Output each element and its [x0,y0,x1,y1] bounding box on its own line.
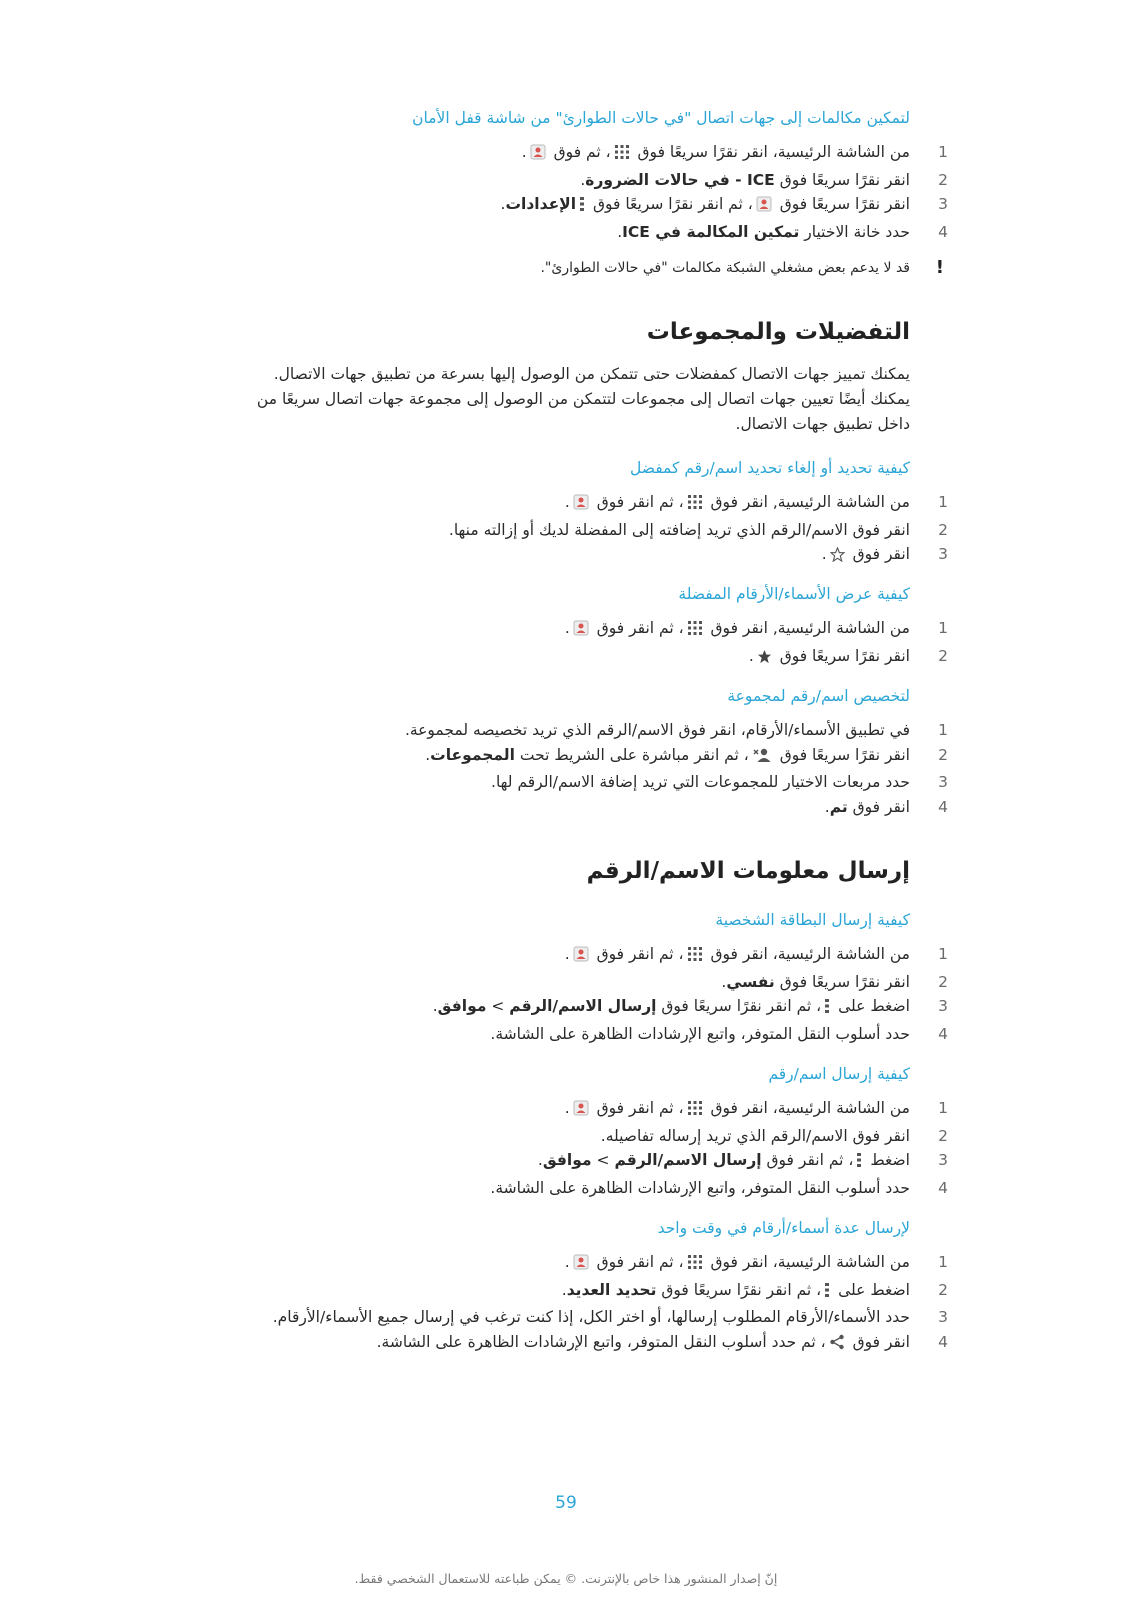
card-step-4: 4 حدد أسلوب النقل المتوفر، واتبع الإرشادات الظاهرة على الشاشة. [490,1024,948,1043]
menu-dots-icon [824,1281,830,1306]
menu-dots-icon [824,997,830,1022]
send-section [220,855,910,887]
contacts-app-icon [573,619,589,644]
view-favorites-title: كيفية عرض الأسماء/الأرقام المفضلة [678,585,910,603]
group-step-1: 1 في تطبيق الأسماء/الأرقام، انقر فوق الاسم/الرقم الذي تريد تخصيصه لمجموعة. [404,721,948,739]
share-icon [829,1333,845,1358]
multi-step-1: 1 من الشاشة الرئيسية، انقر فوق ، ثم انقر فوق . [220,1250,910,1278]
contact-step-2: 2 انقر فوق الاسم/الرقم الذي تريد إرساله تفاصيله. [600,1126,948,1145]
contacts-app-icon [530,143,546,168]
card-step-2: 2 انقر نقرًا سريعًا فوق نفسي. [721,972,948,991]
page-number: 59 [555,1493,577,1513]
send-card-section [220,908,948,1046]
mark-step-3: 3 انقر فوق . [220,542,910,570]
ice-section [220,106,948,281]
send-card-title: كيفية إرسال البطاقة الشخصية [715,911,910,929]
send-multi-title: لإرسال عدة أسماء/أرقام في وقت واحد [657,1219,910,1237]
multi-step-4: 4 انقر فوق ، ثم حدد أسلوب النقل المتوفر، واتبع الإرشادات الظاهرة على الشاشة. [220,1330,910,1358]
contact-step-1: 1 من الشاشة الرئيسية، انقر فوق ، ثم انقر فوق . [220,1096,910,1124]
send-heading: إرسال معلومات الاسم/الرقم [586,858,910,884]
favorites-paragraph-2: يمكنك أيضًا تعيين جهات اتصال إلى مجموعات لتتمكن من الوصول إلى مجموعة جهات اتصال سريعًا من داخل تطبيق جهات الاتصال. [256,390,910,433]
view-favorites-section [220,582,948,671]
ice-step-2: 2 انقر نقرًا سريعًا فوق ICE - في حالات الضرورة. [580,170,948,189]
ice-step-1: 1 من الشاشة الرئيسية، انقر نقرًا سريعًا فوق ، ثم فوق . [220,140,910,168]
favorites-heading: التفضيلات والمجموعات [646,319,910,345]
ice-step-3: 3 انقر نقرًا سريعًا فوق ، ثم انقر نقرًا سريعًا فوق الإعدادات. [220,192,910,220]
apps-grid-icon [687,619,703,644]
contacts-app-icon [573,1099,589,1124]
card-step-1: 1 من الشاشة الرئيسية، انقر فوق ، ثم انقر فوق . [220,942,910,970]
contacts-app-icon [573,493,589,518]
contact-step-3: 3 اضغط ، ثم انقر فوق إرسال الاسم/الرقم > موافق. [220,1148,910,1176]
add-person-icon [752,746,772,771]
group-title: لتخصيص اسم/رقم لمجموعة [727,687,910,705]
group-step-3: 3 حدد مربعات الاختيار للمجموعات التي تريد إضافة الاسم/الرقم لها. [491,773,948,791]
mark-step-2: 2 انقر فوق الاسم/الرقم الذي تريد إضافته إلى المفضلة لديك أو إزالته منها. [448,520,948,539]
contacts-app-icon [573,1253,589,1278]
contacts-app-icon [573,945,589,970]
star-outline-icon [830,545,845,570]
favorites-section [220,316,910,437]
send-contact-title: كيفية إرسال اسم/رقم [768,1065,910,1083]
menu-dots-icon [579,195,585,220]
ice-note: ! قد لا يدعم بعض مشغلي الشبكة مكالمات "في حالات الطوارئ". [220,256,910,281]
send-contact-section [220,1062,948,1200]
contacts-app-icon [756,195,772,220]
group-step-4: 4 انقر فوق تم. [824,797,948,816]
apps-grid-icon [687,493,703,518]
group-step-2: 2 انقر نقرًا سريعًا فوق ، ثم انقر مباشرة على الشريط تحت المجموعات. [220,743,910,771]
mark-step-1: 1 من الشاشة الرئيسية, انقر فوق ، ثم انقر فوق . [220,490,910,518]
apps-grid-icon [687,1099,703,1124]
multi-step-2: 2 اضغط على ، ثم انقر نقرًا سريعًا فوق تحديد العديد. [220,1278,910,1306]
star-filled-icon [757,647,772,672]
view-step-1: 1 من الشاشة الرئيسية, انقر فوق ، ثم انقر فوق . [220,616,910,644]
multi-step-3: 3 حدد الأسماء/الأرقام المطلوب إرسالها، أو اختر الكل، إذا كنت ترغب في إرسال جميع الأسماء/الأرقام. [272,1308,948,1326]
ice-step-4: 4 حدد خانة الاختيار تمكين المكالمة في ICE. [617,222,948,241]
apps-grid-icon [687,945,703,970]
favorites-paragraph-1: يمكنك تمييز جهات الاتصال كمفضلات حتى تتمكن من الوصول إليها بسرعة من تطبيق جهات الاتصال. [273,365,910,383]
contact-step-4: 4 حدد أسلوب النقل المتوفر، واتبع الإرشادات الظاهرة على الشاشة. [490,1178,948,1197]
group-section [220,684,948,819]
warning-icon: ! [935,257,944,278]
footer-note: إنّ إصدار المنشور هذا خاص بالإنترنت. © يمكن طباعته للاستعمال الشخصي فقط. [354,1571,778,1586]
view-step-2: 2 انقر نقرًا سريعًا فوق . [220,644,910,672]
send-multi-section [220,1216,948,1357]
mark-favorite-title: كيفية تحديد أو إلغاء تحديد اسم/رقم كمفضل [630,459,910,477]
ice-title: لتمكين مكالمات إلى جهات اتصال "في حالات الطوارئ" من شاشة قفل الأمان [412,109,910,127]
mark-favorite-section [220,456,948,570]
menu-dots-icon [856,1151,862,1176]
apps-grid-icon [687,1253,703,1278]
card-step-3: 3 اضغط على ، ثم انقر نقرًا سريعًا فوق إرسال الاسم/الرقم > موافق. [220,994,910,1022]
apps-grid-icon [614,143,630,168]
